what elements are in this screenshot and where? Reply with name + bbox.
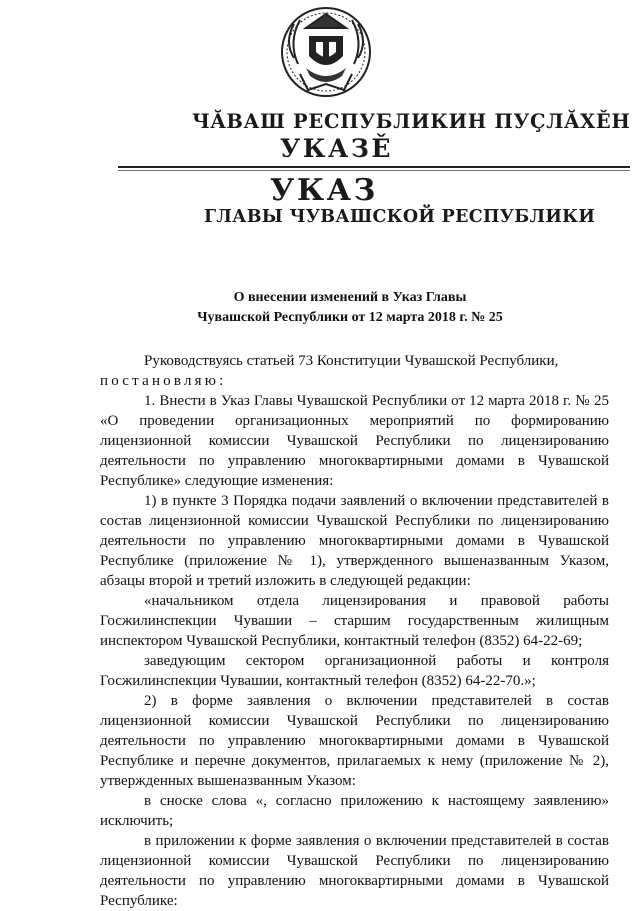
- decree-title-line-2: Чувашской Республики от 12 марта 2018 г. № 25: [197, 310, 503, 325]
- body-paragraph-5: «начальником отдела лицензирования и правовой работы Госжилинспекции Чувашии – старшим государственным жилищным инспектором Чувашской Республики, контактный телефон (8352) 64-22-69;: [100, 593, 609, 649]
- header-divider-thin: [118, 170, 630, 171]
- header-chuvash-line: ЧĂВАШ РЕСПУБЛИКИН ПУÇЛĂХĚН: [192, 110, 631, 133]
- body-paragraph-4: 1) в пункте 3 Порядка подачи заявлений о включении представителей в состав лицензионной комиссии Чувашской Республики по лицензированию деятельности по управлению многоквартирными домами в Чувашской Республике (приложение № 1), утвержденного вышеназванным Указом, абзацы второй и третий изложить в следующей редакции:: [100, 493, 609, 589]
- body-paragraph-2: постановляю:: [100, 373, 227, 389]
- header-divider: [118, 166, 630, 168]
- decree-body: [100, 351, 609, 911]
- body-paragraph-9: в приложении к форме заявления о включении представителей в состав лицензионной комиссии Чувашской Республики по лицензированию деятельности по управлению многоквартирными домами в Чувашской Республике:: [100, 833, 609, 909]
- decree-title-line-1: О внесении изменений в Указ Главы: [233, 290, 467, 305]
- body-paragraph-7: 2) в форме заявления о включении представителей в состав лицензионной комиссии Чувашской Республики по лицензированию деятельности по управлению многоквартирными домами в Чувашской Республике и перечне документов, прилагаемых к нему (приложение № 2), утвержденных вышеназванным Указом:: [100, 693, 609, 789]
- body-paragraph-6: заведующим сектором организационной работы и контроля Госжилинспекции Чувашии, контактный телефон (8352) 64-22-70.»;: [100, 653, 609, 689]
- body-paragraph-1: Руководствуясь статьей 73 Конституции Чувашской Республики,: [144, 353, 559, 369]
- header-russian-subtitle: ГЛАВЫ ЧУВАШСКОЙ РЕСПУБЛИКИ: [204, 207, 596, 227]
- header-chuvash-title: УКАЗĚ: [280, 134, 393, 163]
- decree-title: [60, 288, 640, 328]
- body-paragraph-8: в сноске слова «, согласно приложению к настоящему заявлению» исключить;: [100, 793, 609, 829]
- body-paragraph-3: 1. Внести в Указ Главы Чувашской Республики от 12 марта 2018 г. № 25 «О проведении организационных мероприятий по формированию лицензионной комиссии Чувашской Республики по лицензированию деятельности по управлению многоквартирными домами в Чувашской Республике» следующие изменения:: [100, 393, 609, 489]
- header-russian-title: УКАЗ: [270, 173, 378, 208]
- coat-of-arms-icon: [276, 2, 376, 98]
